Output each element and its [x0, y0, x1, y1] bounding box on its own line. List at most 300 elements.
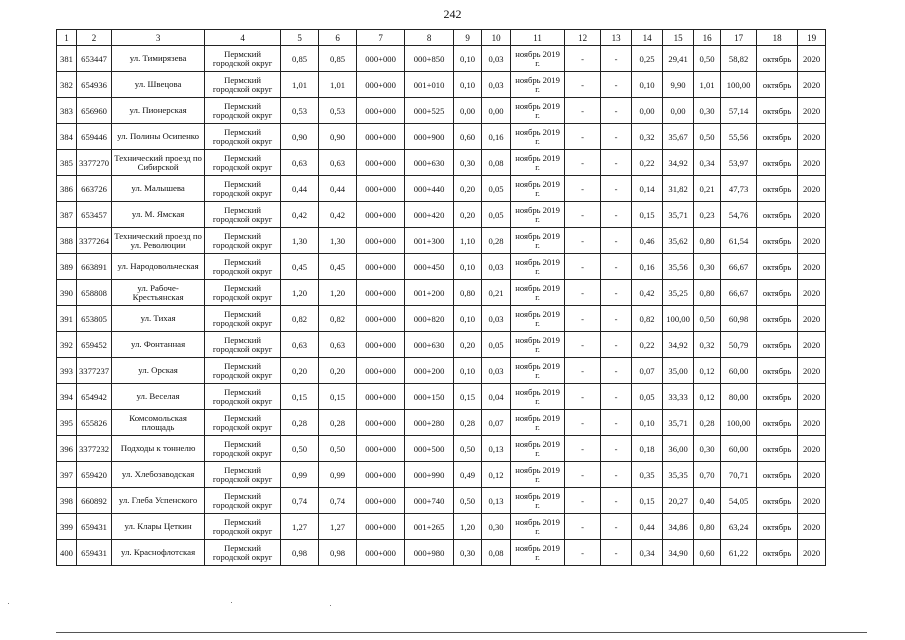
table-cell-col-7: 000+000	[357, 202, 405, 228]
table-cell-col-19: 2020	[798, 72, 826, 98]
table-cell-col-19: 2020	[798, 540, 826, 566]
table-cell-col-1: 393	[57, 358, 77, 384]
table-cell-col-17: 50,79	[721, 332, 757, 358]
table-cell-col-12: -	[565, 202, 601, 228]
table-cell-col-18: октябрь	[757, 98, 798, 124]
table-cell-col-6: 0,44	[319, 176, 357, 202]
table-cell-col-10: 0,13	[482, 488, 511, 514]
table-cell-col-4: Пермский городской округ	[205, 124, 281, 150]
column-header-5: 5	[281, 30, 319, 46]
table-cell-col-8: 001+300	[405, 228, 454, 254]
table-cell-col-3: Подходы к тоннелю	[112, 436, 205, 462]
table-cell-col-17: 61,54	[721, 228, 757, 254]
table-cell-col-2: 659452	[77, 332, 112, 358]
table-cell-col-4: Пермский городской округ	[205, 462, 281, 488]
table-cell-col-9: 0,30	[454, 540, 482, 566]
table-cell-col-8: 000+440	[405, 176, 454, 202]
table-cell-col-1: 394	[57, 384, 77, 410]
table-cell-col-18: октябрь	[757, 358, 798, 384]
table-cell-col-13: -	[601, 46, 632, 72]
table-cell-col-5: 1,30	[281, 228, 319, 254]
table-cell-col-2: 659431	[77, 514, 112, 540]
table-row	[57, 514, 826, 540]
table-cell-col-4: Пермский городской округ	[205, 540, 281, 566]
table-cell-col-1: 388	[57, 228, 77, 254]
table-cell-col-3: ул. Хлебозаводская	[112, 462, 205, 488]
table-cell-col-5: 0,45	[281, 254, 319, 280]
table-cell-col-16: 0,30	[694, 436, 721, 462]
table-cell-col-1: 383	[57, 98, 77, 124]
table-cell-col-4: Пермский городской округ	[205, 46, 281, 72]
table-cell-col-12: -	[565, 280, 601, 306]
table-cell-col-16: 1,01	[694, 72, 721, 98]
column-header-10: 10	[482, 30, 511, 46]
table-cell-col-17: 54,76	[721, 202, 757, 228]
table-cell-col-6: 0,99	[319, 462, 357, 488]
table-row	[57, 72, 826, 98]
column-header-3: 3	[112, 30, 205, 46]
column-header-8: 8	[405, 30, 454, 46]
table-cell-col-1: 382	[57, 72, 77, 98]
table-cell-col-3: ул. Пионерская	[112, 98, 205, 124]
table-cell-col-14: 0,25	[632, 46, 663, 72]
table-cell-col-11: ноябрь 2019 г.	[511, 462, 565, 488]
table-row	[57, 150, 826, 176]
table-cell-col-1: 392	[57, 332, 77, 358]
table-cell-col-12: -	[565, 72, 601, 98]
table-cell-col-14: 0,15	[632, 202, 663, 228]
table-cell-col-11: ноябрь 2019 г.	[511, 436, 565, 462]
table-cell-col-7: 000+000	[357, 46, 405, 72]
table-cell-col-2: 3377270	[77, 150, 112, 176]
column-header-13: 13	[601, 30, 632, 46]
table-cell-col-1: 389	[57, 254, 77, 280]
table-cell-col-5: 0,28	[281, 410, 319, 436]
table-cell-col-5: 0,90	[281, 124, 319, 150]
table-cell-col-15: 9,90	[663, 72, 694, 98]
table-cell-col-17: 55,56	[721, 124, 757, 150]
table-cell-col-6: 1,27	[319, 514, 357, 540]
table-cell-col-16: 0,70	[694, 462, 721, 488]
table-cell-col-17: 70,71	[721, 462, 757, 488]
table-cell-col-16: 0,34	[694, 150, 721, 176]
table-cell-col-16: 0,80	[694, 280, 721, 306]
table-cell-col-9: 0,10	[454, 72, 482, 98]
table-cell-col-3: ул. Тимирязева	[112, 46, 205, 72]
table-cell-col-6: 0,45	[319, 254, 357, 280]
column-header-6: 6	[319, 30, 357, 46]
table-cell-col-4: Пермский городской округ	[205, 514, 281, 540]
table-cell-col-2: 654936	[77, 72, 112, 98]
table-cell-col-10: 0,07	[482, 410, 511, 436]
table-cell-col-13: -	[601, 384, 632, 410]
table-cell-col-4: Пермский городской округ	[205, 150, 281, 176]
column-header-7: 7	[357, 30, 405, 46]
table-cell-col-9: 0,80	[454, 280, 482, 306]
table-cell-col-19: 2020	[798, 176, 826, 202]
table-cell-col-5: 0,99	[281, 462, 319, 488]
table-cell-col-4: Пермский городской округ	[205, 280, 281, 306]
table-row	[57, 202, 826, 228]
table-cell-col-15: 34,92	[663, 332, 694, 358]
table-cell-col-15: 33,33	[663, 384, 694, 410]
table-cell-col-2: 653447	[77, 46, 112, 72]
table-cell-col-8: 000+420	[405, 202, 454, 228]
table-cell-col-18: октябрь	[757, 46, 798, 72]
table-cell-col-11: ноябрь 2019 г.	[511, 254, 565, 280]
table-cell-col-14: 0,05	[632, 384, 663, 410]
table-cell-col-7: 000+000	[357, 462, 405, 488]
table-cell-col-17: 66,67	[721, 280, 757, 306]
table-cell-col-12: -	[565, 436, 601, 462]
table-cell-col-14: 0,32	[632, 124, 663, 150]
table-cell-col-1: 386	[57, 176, 77, 202]
table-cell-col-11: ноябрь 2019 г.	[511, 98, 565, 124]
table-cell-col-14: 0,16	[632, 254, 663, 280]
table-cell-col-9: 0,20	[454, 332, 482, 358]
table-cell-col-5: 0,53	[281, 98, 319, 124]
table-cell-col-6: 0,63	[319, 332, 357, 358]
table-cell-col-2: 659431	[77, 540, 112, 566]
table-cell-col-6: 0,82	[319, 306, 357, 332]
table-cell-col-15: 35,56	[663, 254, 694, 280]
table-cell-col-13: -	[601, 280, 632, 306]
table-cell-col-10: 0,05	[482, 332, 511, 358]
table-cell-col-16: 0,50	[694, 124, 721, 150]
column-header-11: 11	[511, 30, 565, 46]
table-cell-col-6: 0,53	[319, 98, 357, 124]
table-cell-col-12: -	[565, 306, 601, 332]
table-cell-col-14: 0,82	[632, 306, 663, 332]
column-header-2: 2	[77, 30, 112, 46]
table-cell-col-4: Пермский городской округ	[205, 176, 281, 202]
table-cell-col-14: 0,14	[632, 176, 663, 202]
table-cell-col-18: октябрь	[757, 202, 798, 228]
table-cell-col-10: 0,03	[482, 306, 511, 332]
table-cell-col-13: -	[601, 410, 632, 436]
table-cell-col-13: -	[601, 72, 632, 98]
column-header-1: 1	[57, 30, 77, 46]
table-cell-col-19: 2020	[798, 332, 826, 358]
table-cell-col-1: 387	[57, 202, 77, 228]
table-cell-col-12: -	[565, 488, 601, 514]
table-cell-col-8: 001+265	[405, 514, 454, 540]
table-cell-col-17: 58,82	[721, 46, 757, 72]
table-cell-col-6: 0,50	[319, 436, 357, 462]
table-cell-col-9: 0,49	[454, 462, 482, 488]
table-cell-col-10: 0,28	[482, 228, 511, 254]
table-cell-col-6: 0,28	[319, 410, 357, 436]
table-cell-col-19: 2020	[798, 228, 826, 254]
table-cell-col-17: 60,00	[721, 436, 757, 462]
table-cell-col-11: ноябрь 2019 г.	[511, 488, 565, 514]
table-cell-col-7: 000+000	[357, 384, 405, 410]
table-cell-col-19: 2020	[798, 410, 826, 436]
table-cell-col-13: -	[601, 462, 632, 488]
table-cell-col-12: -	[565, 332, 601, 358]
table-cell-col-19: 2020	[798, 462, 826, 488]
table-row	[57, 306, 826, 332]
table-cell-col-16: 0,30	[694, 98, 721, 124]
scan-speck	[330, 605, 331, 606]
table-cell-col-15: 31,82	[663, 176, 694, 202]
table-cell-col-6: 0,74	[319, 488, 357, 514]
table-cell-col-3: Технический проезд по Сибирской	[112, 150, 205, 176]
table-cell-col-2: 654942	[77, 384, 112, 410]
table-cell-col-7: 000+000	[357, 488, 405, 514]
table-cell-col-9: 1,20	[454, 514, 482, 540]
table-cell-col-16: 0,28	[694, 410, 721, 436]
table-cell-col-3: ул. Тихая	[112, 306, 205, 332]
table-cell-col-17: 100,00	[721, 72, 757, 98]
table-cell-col-7: 000+000	[357, 410, 405, 436]
column-header-18: 18	[757, 30, 798, 46]
table-cell-col-5: 1,20	[281, 280, 319, 306]
table-cell-col-9: 0,30	[454, 150, 482, 176]
table-cell-col-7: 000+000	[357, 540, 405, 566]
table-cell-col-12: -	[565, 384, 601, 410]
table-cell-col-2: 3377232	[77, 436, 112, 462]
table-cell-col-13: -	[601, 306, 632, 332]
table-cell-col-14: 0,15	[632, 488, 663, 514]
table-cell-col-16: 0,12	[694, 358, 721, 384]
table-cell-col-4: Пермский городской округ	[205, 410, 281, 436]
table-cell-col-18: октябрь	[757, 514, 798, 540]
table-cell-col-14: 0,42	[632, 280, 663, 306]
bottom-rule	[56, 632, 867, 633]
table-cell-col-17: 53,97	[721, 150, 757, 176]
table-cell-col-4: Пермский городской округ	[205, 332, 281, 358]
table-cell-col-18: октябрь	[757, 436, 798, 462]
table-body	[57, 46, 826, 566]
table-cell-col-11: ноябрь 2019 г.	[511, 384, 565, 410]
table-cell-col-15: 35,25	[663, 280, 694, 306]
table-cell-col-16: 0,60	[694, 540, 721, 566]
table-cell-col-7: 000+000	[357, 280, 405, 306]
table-cell-col-6: 0,98	[319, 540, 357, 566]
table-cell-col-7: 000+000	[357, 150, 405, 176]
table-cell-col-17: 60,00	[721, 358, 757, 384]
table-cell-col-11: ноябрь 2019 г.	[511, 150, 565, 176]
table-row	[57, 410, 826, 436]
table-cell-col-11: ноябрь 2019 г.	[511, 124, 565, 150]
table-cell-col-10: 0,05	[482, 176, 511, 202]
table-cell-col-6: 0,42	[319, 202, 357, 228]
table-cell-col-12: -	[565, 46, 601, 72]
table-cell-col-8: 000+990	[405, 462, 454, 488]
table-cell-col-8: 000+630	[405, 150, 454, 176]
table-cell-col-5: 0,74	[281, 488, 319, 514]
table-cell-col-15: 34,92	[663, 150, 694, 176]
column-header-15: 15	[663, 30, 694, 46]
table-cell-col-18: октябрь	[757, 306, 798, 332]
table-cell-col-1: 385	[57, 150, 77, 176]
table-cell-col-10: 0,30	[482, 514, 511, 540]
table-cell-col-10: 0,03	[482, 254, 511, 280]
table-cell-col-3: ул. Рабоче-Крестьянская	[112, 280, 205, 306]
table-cell-col-14: 0,18	[632, 436, 663, 462]
table-cell-col-15: 35,35	[663, 462, 694, 488]
table-cell-col-2: 659446	[77, 124, 112, 150]
table-cell-col-5: 0,42	[281, 202, 319, 228]
table-cell-col-19: 2020	[798, 436, 826, 462]
table-cell-col-3: ул. Народовольческая	[112, 254, 205, 280]
table-cell-col-13: -	[601, 358, 632, 384]
table-cell-col-9: 1,10	[454, 228, 482, 254]
table-row	[57, 254, 826, 280]
column-header-16: 16	[694, 30, 721, 46]
table-cell-col-4: Пермский городской округ	[205, 488, 281, 514]
table-cell-col-6: 0,63	[319, 150, 357, 176]
table-cell-col-12: -	[565, 540, 601, 566]
column-header-4: 4	[205, 30, 281, 46]
table-cell-col-19: 2020	[798, 358, 826, 384]
table-cell-col-1: 381	[57, 46, 77, 72]
table-cell-col-15: 20,27	[663, 488, 694, 514]
table-cell-col-11: ноябрь 2019 г.	[511, 410, 565, 436]
table-cell-col-15: 0,00	[663, 98, 694, 124]
table-cell-col-18: октябрь	[757, 228, 798, 254]
table-row	[57, 488, 826, 514]
table-cell-col-15: 34,90	[663, 540, 694, 566]
table-cell-col-11: ноябрь 2019 г.	[511, 46, 565, 72]
table-cell-col-16: 0,50	[694, 306, 721, 332]
table-cell-col-17: 61,22	[721, 540, 757, 566]
table-cell-col-4: Пермский городской округ	[205, 228, 281, 254]
table-cell-col-14: 0,35	[632, 462, 663, 488]
table-cell-col-4: Пермский городской округ	[205, 98, 281, 124]
table-cell-col-3: ул. Полины Осипенко	[112, 124, 205, 150]
table-cell-col-14: 0,07	[632, 358, 663, 384]
column-header-19: 19	[798, 30, 826, 46]
table-cell-col-7: 000+000	[357, 306, 405, 332]
table-cell-col-3: ул. Швецова	[112, 72, 205, 98]
table-cell-col-6: 0,90	[319, 124, 357, 150]
table-cell-col-14: 0,22	[632, 150, 663, 176]
table-cell-col-13: -	[601, 332, 632, 358]
table-cell-col-9: 0,15	[454, 384, 482, 410]
table-cell-col-19: 2020	[798, 98, 826, 124]
table-cell-col-11: ноябрь 2019 г.	[511, 306, 565, 332]
table-cell-col-2: 653805	[77, 306, 112, 332]
table-cell-col-18: октябрь	[757, 332, 798, 358]
table-cell-col-11: ноябрь 2019 г.	[511, 176, 565, 202]
table-cell-col-11: ноябрь 2019 г.	[511, 540, 565, 566]
table-cell-col-10: 0,08	[482, 150, 511, 176]
table-cell-col-7: 000+000	[357, 124, 405, 150]
table-cell-col-5: 0,20	[281, 358, 319, 384]
table-cell-col-8: 000+280	[405, 410, 454, 436]
table-cell-col-9: 0,10	[454, 306, 482, 332]
header-row	[57, 30, 826, 46]
table-cell-col-7: 000+000	[357, 72, 405, 98]
table-cell-col-14: 0,46	[632, 228, 663, 254]
table-cell-col-2: 653457	[77, 202, 112, 228]
table-cell-col-12: -	[565, 98, 601, 124]
table-cell-col-10: 0,12	[482, 462, 511, 488]
table-cell-col-4: Пермский городской округ	[205, 306, 281, 332]
table-cell-col-9: 0,20	[454, 176, 482, 202]
table-cell-col-18: октябрь	[757, 150, 798, 176]
table-cell-col-10: 0,03	[482, 46, 511, 72]
table-cell-col-6: 1,30	[319, 228, 357, 254]
table-cell-col-10: 0,03	[482, 358, 511, 384]
table-cell-col-7: 000+000	[357, 332, 405, 358]
table-cell-col-1: 400	[57, 540, 77, 566]
table-cell-col-16: 0,12	[694, 384, 721, 410]
table-cell-col-13: -	[601, 254, 632, 280]
scan-speck	[8, 603, 9, 604]
table-cell-col-16: 0,21	[694, 176, 721, 202]
table-cell-col-13: -	[601, 540, 632, 566]
table-cell-col-19: 2020	[798, 202, 826, 228]
table-cell-col-8: 000+820	[405, 306, 454, 332]
table-cell-col-5: 0,98	[281, 540, 319, 566]
table-row	[57, 176, 826, 202]
table-cell-col-13: -	[601, 150, 632, 176]
table-cell-col-19: 2020	[798, 150, 826, 176]
table-cell-col-9: 0,00	[454, 98, 482, 124]
table-cell-col-2: 3377237	[77, 358, 112, 384]
table-cell-col-17: 54,05	[721, 488, 757, 514]
table-cell-col-11: ноябрь 2019 г.	[511, 280, 565, 306]
table-cell-col-2: 656960	[77, 98, 112, 124]
table-cell-col-12: -	[565, 124, 601, 150]
table-cell-col-11: ноябрь 2019 г.	[511, 72, 565, 98]
table-cell-col-1: 399	[57, 514, 77, 540]
table-cell-col-10: 0,08	[482, 540, 511, 566]
table-cell-col-15: 35,71	[663, 202, 694, 228]
table-cell-col-3: ул. Клары Цеткин	[112, 514, 205, 540]
table-cell-col-4: Пермский городской округ	[205, 358, 281, 384]
table-cell-col-12: -	[565, 254, 601, 280]
table-cell-col-13: -	[601, 228, 632, 254]
table-cell-col-9: 0,28	[454, 410, 482, 436]
table-cell-col-14: 0,00	[632, 98, 663, 124]
table-cell-col-2: 663891	[77, 254, 112, 280]
table-cell-col-2: 663726	[77, 176, 112, 202]
table-cell-col-5: 0,44	[281, 176, 319, 202]
table-cell-col-8: 000+500	[405, 436, 454, 462]
table-cell-col-14: 0,10	[632, 72, 663, 98]
table-cell-col-1: 398	[57, 488, 77, 514]
table-cell-col-9: 0,10	[454, 254, 482, 280]
table-cell-col-10: 0,21	[482, 280, 511, 306]
table-cell-col-10: 0,05	[482, 202, 511, 228]
table-row	[57, 384, 826, 410]
table-cell-col-7: 000+000	[357, 436, 405, 462]
table-cell-col-13: -	[601, 514, 632, 540]
table-cell-col-8: 000+900	[405, 124, 454, 150]
table-cell-col-9: 0,10	[454, 46, 482, 72]
scan-speck	[231, 602, 232, 603]
table-cell-col-1: 397	[57, 462, 77, 488]
table-row	[57, 436, 826, 462]
table-cell-col-16: 0,50	[694, 46, 721, 72]
table-cell-col-8: 000+150	[405, 384, 454, 410]
table-cell-col-3: ул. Краснофлотская	[112, 540, 205, 566]
table-cell-col-6: 1,01	[319, 72, 357, 98]
road-register-table	[56, 29, 826, 566]
table-cell-col-14: 0,10	[632, 410, 663, 436]
table-cell-col-8: 000+200	[405, 358, 454, 384]
table-cell-col-18: октябрь	[757, 384, 798, 410]
table-cell-col-1: 390	[57, 280, 77, 306]
table-cell-col-4: Пермский городской округ	[205, 202, 281, 228]
table-cell-col-2: 660892	[77, 488, 112, 514]
table-cell-col-2: 3377264	[77, 228, 112, 254]
table-cell-col-13: -	[601, 124, 632, 150]
